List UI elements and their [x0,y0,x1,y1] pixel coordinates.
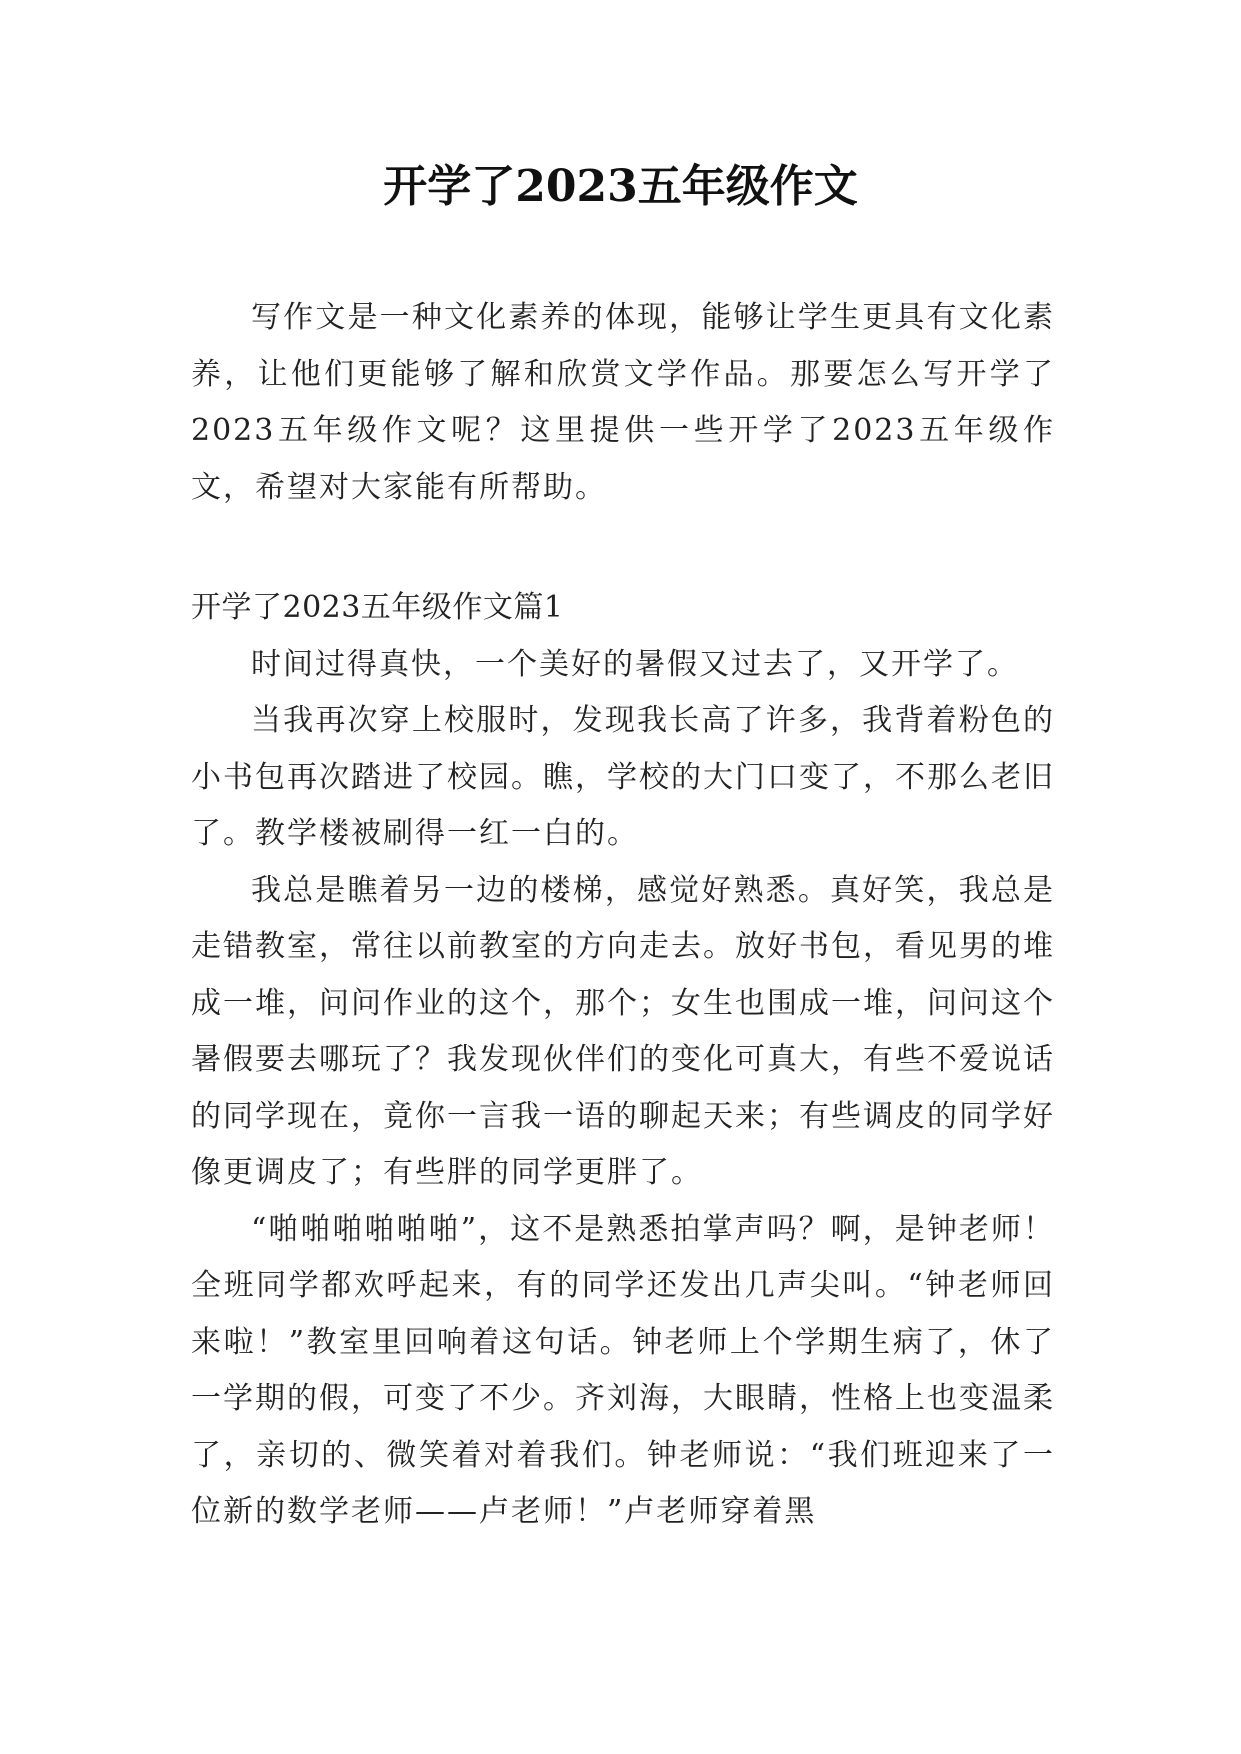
article-paragraph-1: 时间过得真快，一个美好的暑假又过去了，又开学了。 [251,646,1019,682]
section-heading: 开学了2023五年级作文篇1 [191,590,564,625]
document-title: 开学了2023五年级作文 [383,161,858,212]
intro-block [191,290,1055,516]
article-paragraph-3: 我总是瞧着另一边的楼梯，感觉好熟悉。真好笑，我总是走错教室，常往以前教室的方向走去。放好书包，看见男的堆成一堆，问问作业的这个，那个；女生也围成一堆，问问这个暑假要去哪玩了？我发现伙伴们的变化可真大，有些不爱说话的同学现在，竟你一言我一语的聊起天来；有些调皮的同学好像更调皮了；有些胖的同学更胖了。 [191,872,1055,1190]
intro-paragraph: 写作文是一种文化素养的体现，能够让学生更具有文化素养，让他们更能够了解和欣赏文学作品。那要怎么写开学了2023五年级作文呢？这里提供一些开学了2023五年级作文，希望对大家能有所帮助。 [191,300,1055,505]
article-paragraph-2: 当我再次穿上校服时，发现我长高了许多，我背着粉色的小书包再次踏进了校园。瞧，学校的大门口变了，不那么老旧了。教学楼被刷得一红一白的。 [191,703,1055,851]
article-paragraph-4: “啪啪啪啪啪啪”，这不是熟悉拍掌声吗？啊，是钟老师！全班同学都欢呼起来，有的同学还发出几声尖叫。“钟老师回来啦！”教室里回响着这句话。钟老师上个学期生病了，休了一学期的假，可变了不少。齐刘海，大眼睛，性格上也变温柔了，亲切的、微笑着对着我们。钟老师说：“我们班迎来了一位新的数学老师——卢老师！”卢老师穿着黑 [191,1211,1055,1529]
article-block [191,580,1055,1541]
